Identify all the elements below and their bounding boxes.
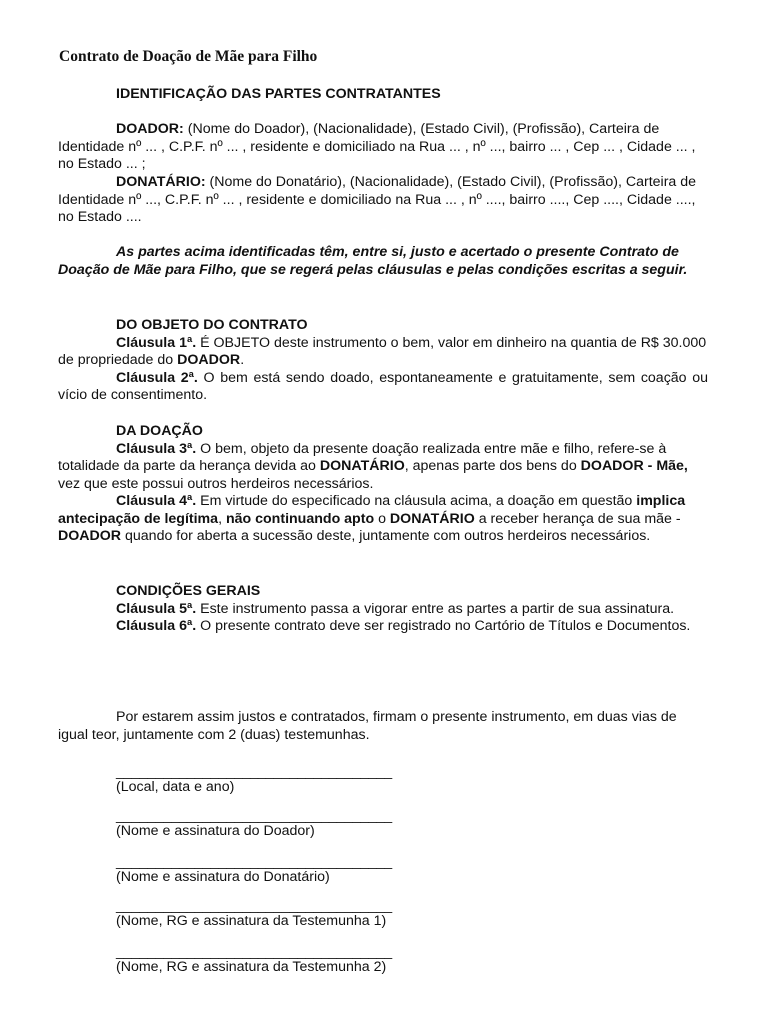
clausula-3 (58, 441, 708, 494)
clausula-1-text-a: É OBJETO deste instrumento o bem, valor em dinheiro na quantia de R$ 30.000 de propriedade do (58, 334, 707, 368)
closing-paragraph: Por estarem assim justos e contratados, firmam o presente instrumento, em duas vias de igual teor, juntamente com 2 (duas) testemunhas. (58, 709, 677, 743)
clausula-3-donatario: DONATÁRIO (319, 458, 405, 474)
signature-caption-testemunha-2: (Nome, RG e assinatura da Testemunha 2) (116, 959, 387, 975)
clausula-6-label: Cláusula 6ª. (116, 618, 197, 634)
doacao-heading: DA DOAÇÃO (116, 423, 203, 439)
clausula-3-doador-mae: DOADOR - Mãe, (580, 458, 688, 474)
clausula-2-text: O bem está sendo doado, espontaneamente e gratuitamente, sem coação ou vício de consentimento. (58, 369, 708, 403)
clausula-1-doador: DOADOR (177, 352, 241, 368)
signature-line-local: ___________________________________ (116, 764, 393, 780)
clausula-3-text-a: O bem, objeto da presente doação realizada entre mãe e filho, refere-se à totalidade da parte da herança devida ao (58, 440, 667, 474)
clausula-5-label: Cláusula 5ª. (116, 600, 197, 617)
doador-text: (Nome do Doador), (Nacionalidade), (Estado Civil), (Profissão), Carteira de Identidade nº ... , C.P.F. nº ... , residente e domiciliado na Rua ... , nº ..., bairro ... , Cep ... , Cidade ... , no Estado ... ; (58, 121, 696, 172)
clausula-4-text-c: , (218, 510, 226, 527)
clausula-2 (58, 370, 708, 405)
document-title: Contrato de Doação de Mãe para Filho (59, 48, 318, 65)
closing-section (58, 709, 708, 744)
clausula-4-doador: DOADOR (58, 528, 122, 544)
clausula-4-donatario: DONATÁRIO (389, 510, 475, 527)
objeto-section (58, 317, 708, 405)
signature-caption-local: (Local, data e ano) (116, 779, 235, 795)
condicoes-heading: CONDIÇÕES GERAIS (116, 583, 261, 599)
signature-line-doador: ___________________________________ (116, 808, 393, 824)
clausula-4-text-a: Em virtude do especificado na cláusula acima, a doação em questão (196, 493, 637, 509)
clausula-2-label: Cláusula 2ª. (116, 369, 198, 386)
clausula-3-text-c: , apenas parte dos bens do (404, 458, 581, 474)
signature-line-testemunha-1: ___________________________________ (116, 898, 393, 914)
doador-label: DOADOR: (116, 121, 184, 137)
signature-line-testemunha-2: ___________________________________ (116, 944, 393, 960)
parties-heading: IDENTIFICAÇÃO DAS PARTES CONTRATANTES (116, 86, 441, 102)
clausula-4-text-i: quando for aberta a sucessão deste, juntamente com outros herdeiros necessários. (121, 528, 651, 544)
clausula-4 (58, 493, 708, 546)
intro-section (58, 244, 708, 279)
condicoes-section (58, 583, 708, 636)
donatario-text: (Nome do Donatário), (Nacionalidade), (Estado Civil), (Profissão), Carteira de Identidade nº ..., C.P.F. nº ... , residente e domiciliado na Rua ... , nº ...., bairro ...., Cep ...., Cidade ...., no Estado .... (58, 174, 697, 225)
clausula-6 (58, 618, 708, 636)
parties-section (58, 86, 708, 104)
doador-paragraph (58, 121, 708, 174)
doador-identification (58, 121, 708, 174)
clausula-5-text: Este instrumento passa a vigorar entre as partes a partir de sua assinatura. (196, 600, 675, 617)
clausula-4-text-e: o (374, 510, 390, 527)
clausula-4-label: Cláusula 4ª. (116, 493, 197, 509)
signature-caption-donatario: (Nome e assinatura do Donatário) (116, 869, 330, 885)
donatario-label: DONATÁRIO: (116, 174, 206, 190)
clausula-4-text-g: a receber herança de sua mãe - (474, 510, 681, 527)
clausula-1-label: Cláusula 1ª. (116, 334, 197, 351)
clausula-4-nao-apto: não continuando apto (225, 510, 375, 527)
intro-paragraph: As partes acima identificadas têm, entre si, justo e acertado o presente Contrato de Doação de Mãe para Filho, que se regerá pelas cláusulas e pelas condições escritas a seguir. (58, 244, 688, 278)
objeto-heading: DO OBJETO DO CONTRATO (116, 317, 308, 333)
clausula-1-text-c: . (240, 352, 245, 368)
clausula-3-label: Cláusula 3ª. (116, 440, 197, 457)
donatario-paragraph (58, 174, 708, 227)
donatario-identification (58, 174, 708, 227)
signature-caption-testemunha-1: (Nome, RG e assinatura da Testemunha 1) (116, 913, 387, 929)
doacao-section (58, 423, 708, 546)
clausula-1 (58, 335, 708, 370)
signature-caption-doador: (Nome e assinatura do Doador) (116, 823, 315, 839)
clausula-4-antecipacao: implica antecipação de legítima (58, 493, 686, 527)
clausula-3-text-e: vez que este possui outros herdeiros necessários. (58, 475, 374, 492)
clausula-5 (58, 601, 708, 619)
signature-line-donatario: ___________________________________ (116, 854, 393, 870)
clausula-6-text: O presente contrato deve ser registrado no Cartório de Títulos e Documentos. (196, 618, 691, 634)
